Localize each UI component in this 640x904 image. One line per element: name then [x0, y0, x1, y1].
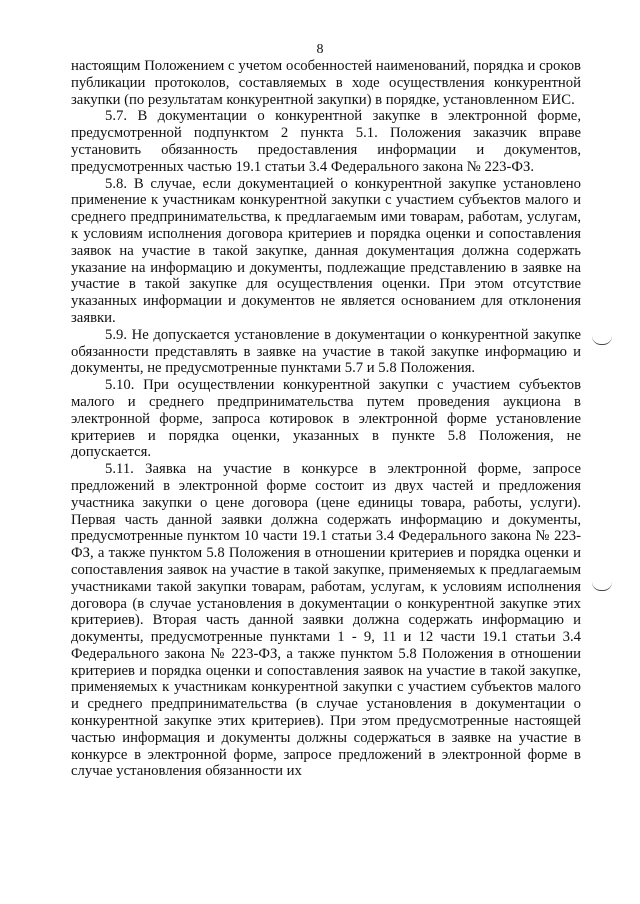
paragraph-continuation: настоящим Положением с учетом особенностей наименований, порядка и сроков публикации протоколов, составляемых в ходе осуществления конкурентной закупки (по результатам конкурентной закупки) в порядке, установленном ЕИС.: [71, 58, 581, 108]
margin-mark: [592, 582, 612, 591]
paragraph-5-10: 5.10. При осуществлении конкурентной закупки с участием субъектов малого и среднего предпринимательства путем проведения аукциона в электронной форме, запроса котировок в электронной форме установление критериев и порядка оценки, указанных в пункте 5.8 Положения, не допускается.: [71, 377, 581, 461]
paragraph-5-8: 5.8. В случае, если документацией о конкурентной закупке установлено применение к участникам конкурентной закупки с участием субъектов малого и среднего предпринимательства, к предлагаемым ими товарам, работам, услугам, к условиям исполнения договора критериев и порядка оценки и сопоставления заявок на участие в такой закупке, данная документация должна содержать указание на информацию и документы, подлежащие представлению в заявке на участие в такой закупке для осуществления оценки. При этом отсутствие указанных информации и документов не является основанием для отклонения заявки.: [71, 175, 581, 326]
paragraph-5-9: 5.9. Не допускается установление в документации о конкурентной закупке обязанности представлять в заявке на участие в такой закупке информацию и документы, не предусмотренные пунктами 5.7 и 5.8 Положения.: [71, 326, 581, 377]
page-number: 8: [316, 42, 324, 57]
margin-mark: [592, 336, 612, 345]
document-body: [71, 58, 581, 780]
paragraph-5-7: 5.7. В документации о конкурентной закупке в электронной форме, предусмотренной подпунктом 2 пункта 5.1. Положения заказчик вправе установить обязанность предоставления информации и документов, предусмотренных частью 19.1 статьи 3.4 Федерального закона № 223-ФЗ.: [71, 108, 581, 175]
paragraph-5-11: 5.11. Заявка на участие в конкурсе в электронной форме, запросе предложений в электронной форме состоит из двух частей и предложения участника закупки о цене договора (цене единицы товара, работы, услуги). Первая часть данной заявки должна содержать информацию и документы, предусмотренные пунктом 10 части 19.1 статьи 3.4 Федерального закона № 223-ФЗ, а также пунктом 5.8 Положения в отношении критериев и порядка оценки и сопоставления заявок на участие в такой закупке, применяемых к предлагаемым участниками такой закупки товарам, работам, услугам, к условиям исполнения договора (в случае установления в документации о конкурентной закупке этих критериев). Вторая часть данной заявки должна содержать информацию и документы, предусмотренные пунктами 1 - 9, 11 и 12 части 19.1 статьи 3.4 Федерального закона № 223-ФЗ, а также пунктом 5.8 Положения в отношении критериев и порядка оценки и сопоставления заявок на участие в такой закупке, применяемых к участникам конкурентной закупки с участием субъектов малого и среднего предпринимательства (в случае установления в документации о конкурентной закупке этих критериев). При этом предусмотренные настоящей частью информация и документы должны содержаться в заявке на участие в конкурсе в электронной форме, запросе предложений в электронной форме в случае установления обязанности их: [71, 461, 581, 780]
